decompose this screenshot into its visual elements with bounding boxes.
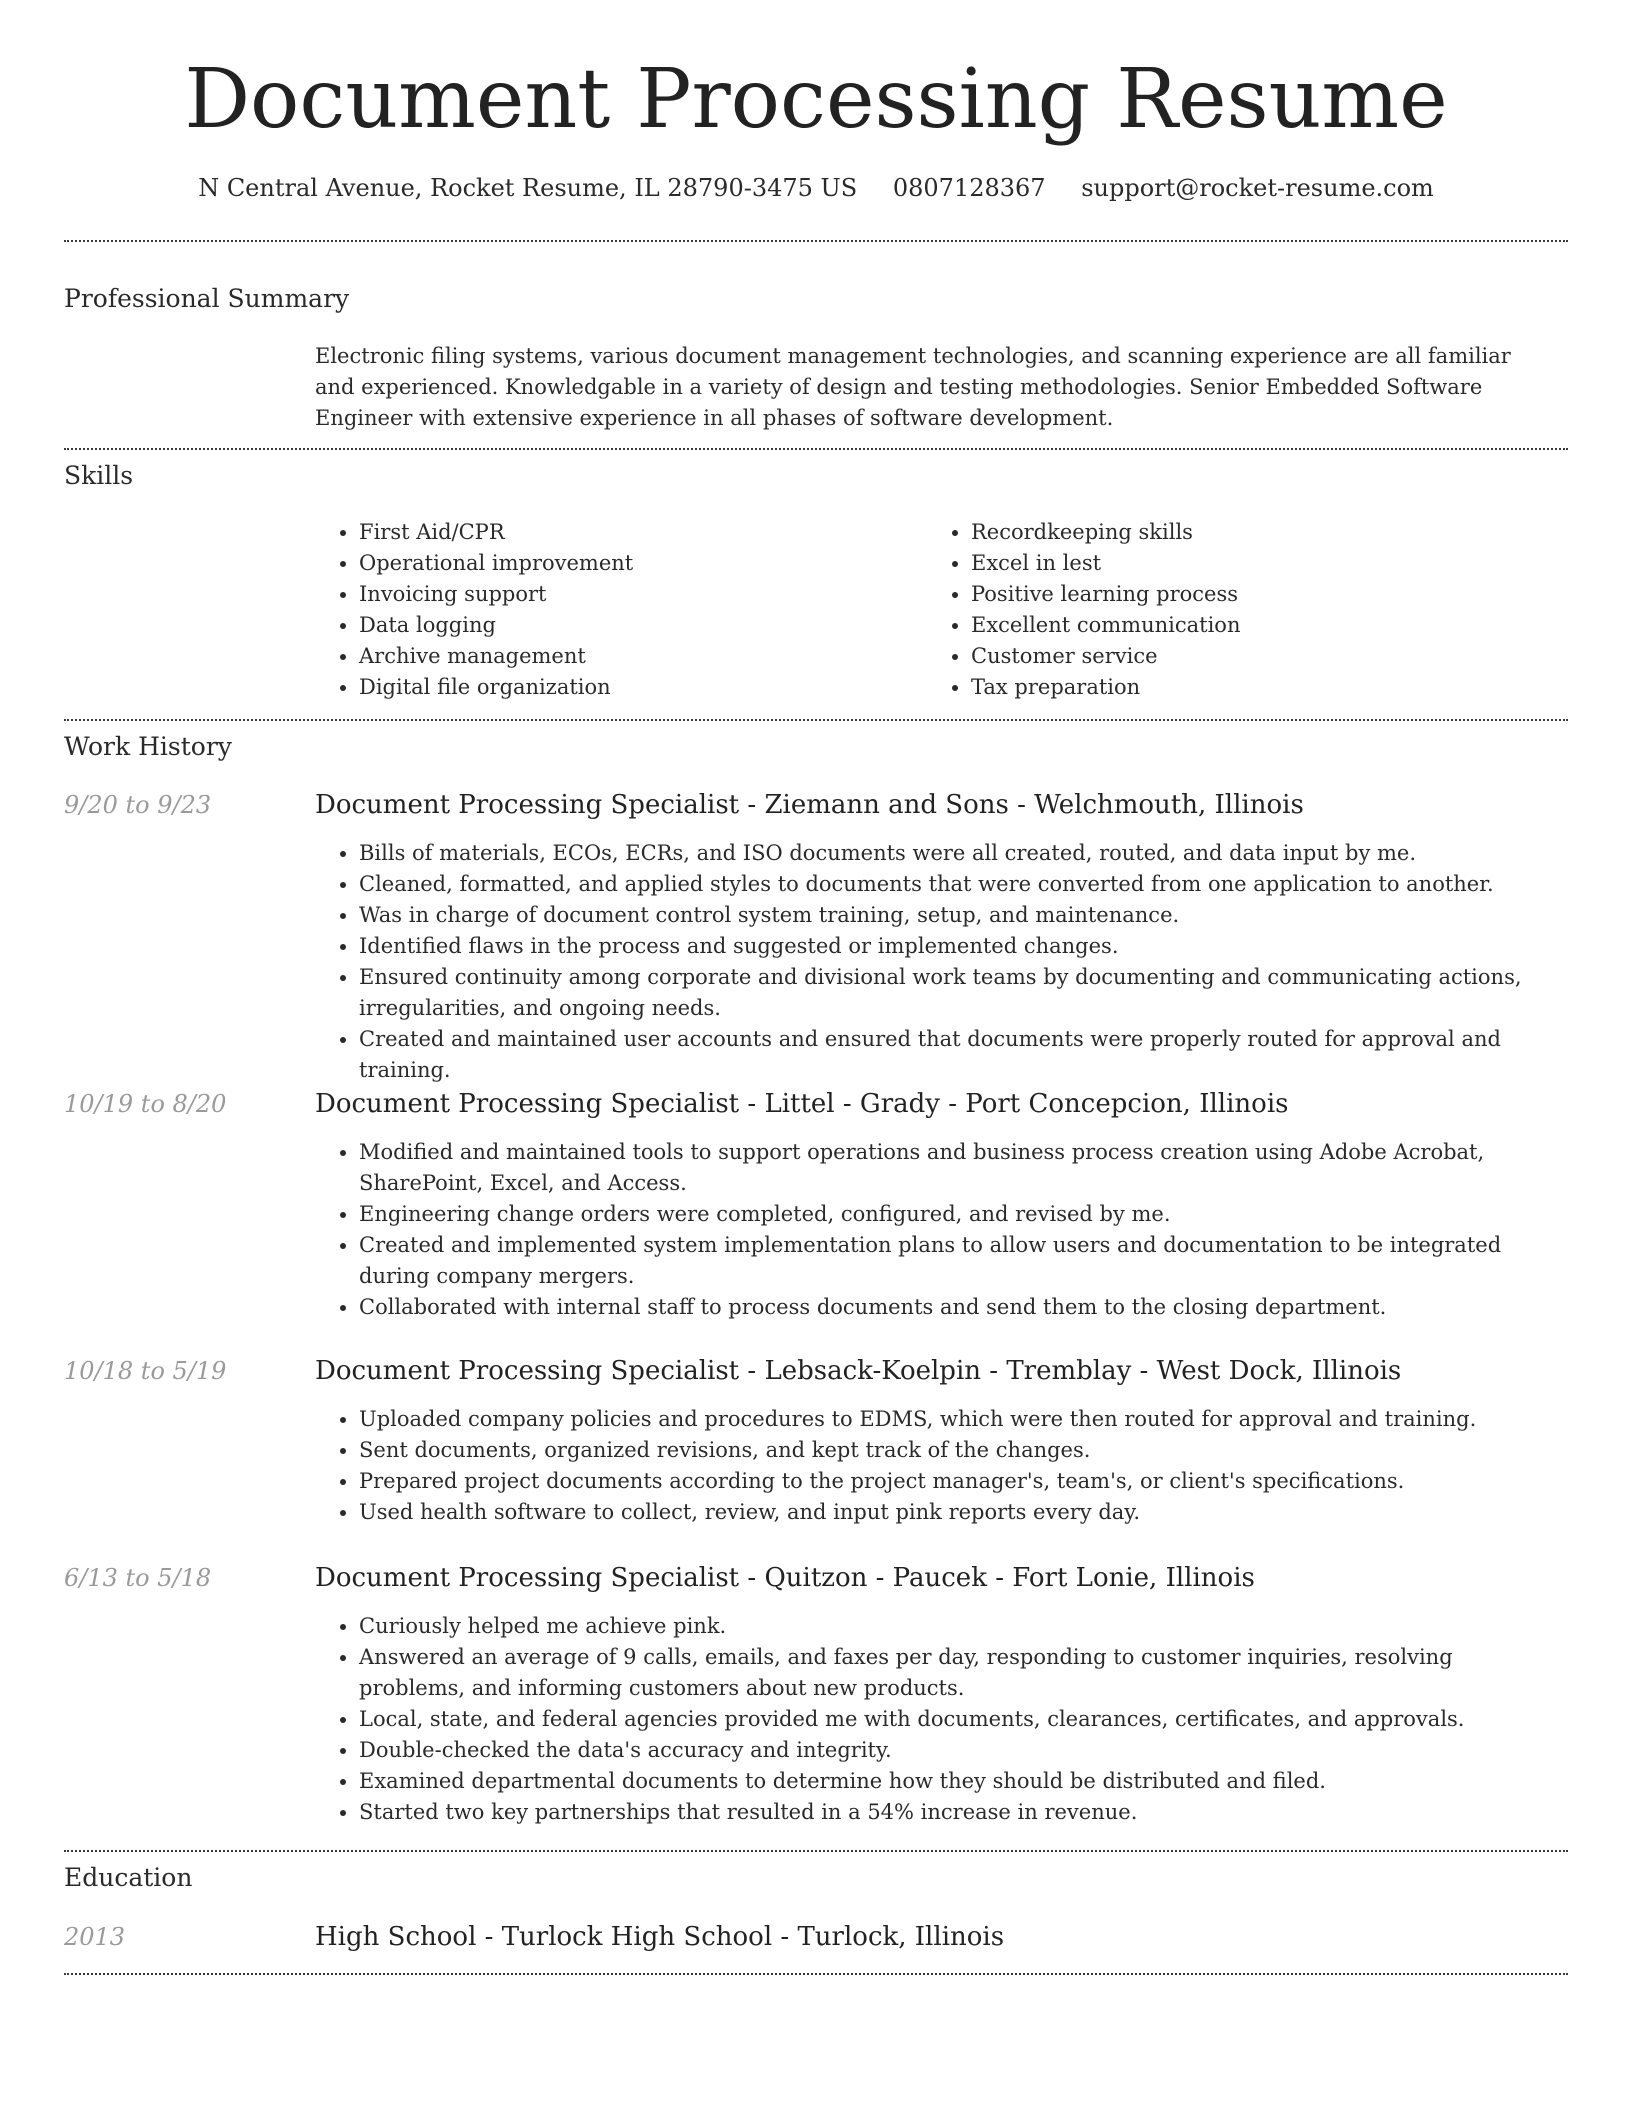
contact-address: N Central Avenue, Rocket Resume, IL 28790-3475 US	[198, 174, 858, 202]
skill-item: • Excellent communication	[971, 610, 1527, 641]
job-dates: 9/20 to 9/23	[64, 791, 212, 819]
skill-item: • Customer service	[971, 641, 1527, 672]
job-heading: Document Processing Specialist - Ziemann and Sons - Welchmouth, Illinois	[315, 790, 1304, 820]
job-bullets	[315, 1404, 1565, 1528]
job-bullet: • Answered an average of 9 calls, emails, and faxes per day, responding to customer inquiries, resolving problems, and informing customers about new products.	[359, 1642, 1565, 1704]
skill-item: • Tax preparation	[971, 672, 1527, 703]
divider	[64, 1850, 1568, 1852]
summary-text: Electronic filing systems, various document management technologies, and scanning experience are all familiar and experienced. Knowledgable in a variety of design and testing methodologies. Senior Embedded Software Engineer with extensive experience in all phases of software development.	[315, 344, 1511, 430]
job-bullet: • Local, state, and federal agencies provided me with documents, clearances, certificates, and approvals.	[359, 1704, 1565, 1735]
contact-line	[0, 172, 1632, 204]
job-bullet: • Curiously helped me achieve pink.	[359, 1611, 1565, 1642]
job-bullet: • Created and implemented system implementation plans to allow users and documentation to be integrated during company mergers.	[359, 1230, 1565, 1292]
job-bullet: • Cleaned, formatted, and applied styles to documents that were converted from one application to another.	[359, 869, 1565, 900]
job-bullet: • Prepared project documents according to the project manager's, team's, or client's specifications.	[359, 1466, 1565, 1497]
skill-item: • Operational improvement	[359, 548, 915, 579]
job-bullet: • Started two key partnerships that resulted in a 54% increase in revenue.	[359, 1797, 1565, 1828]
job-bullet: • Created and maintained user accounts and ensured that documents were properly routed for approval and training.	[359, 1024, 1565, 1086]
skill-item: • First Aid/CPR	[359, 517, 915, 548]
job-heading: Document Processing Specialist - Quitzon - Paucek - Fort Lonie, Illinois	[315, 1563, 1255, 1593]
divider	[64, 240, 1568, 242]
skills-column-left	[315, 517, 915, 703]
job-bullet: • Engineering change orders were completed, configured, and revised by me.	[359, 1199, 1565, 1230]
skill-item: • Positive learning process	[971, 579, 1527, 610]
skills-heading: Skills	[64, 461, 134, 490]
job-bullet: • Used health software to collect, review, and input pink reports every day.	[359, 1497, 1565, 1528]
job-bullet: • Examined departmental documents to determine how they should be distributed and filed.	[359, 1766, 1565, 1797]
job-heading: Document Processing Specialist - Lebsack-Koelpin - Tremblay - West Dock, Illinois	[315, 1356, 1402, 1386]
skill-item: • Invoicing support	[359, 579, 915, 610]
job-dates: 6/13 to 5/18	[64, 1564, 212, 1592]
job-bullet: • Bills of materials, ECOs, ECRs, and ISO documents were all created, routed, and data input by me.	[359, 838, 1565, 869]
job-dates: 10/18 to 5/19	[64, 1357, 227, 1385]
job-bullets	[315, 1611, 1565, 1828]
job-bullets	[315, 1137, 1565, 1323]
skill-item: • Archive management	[359, 641, 915, 672]
job-bullet: • Uploaded company policies and procedures to EDMS, which were then routed for approval and training.	[359, 1404, 1565, 1435]
divider	[64, 719, 1568, 721]
job-bullet: • Collaborated with internal staff to process documents and send them to the closing department.	[359, 1292, 1565, 1323]
job-bullet: • Modified and maintained tools to support operations and business process creation using Adobe Acrobat, SharePoint, Excel, and Access.	[359, 1137, 1565, 1199]
summary-heading: Professional Summary	[64, 284, 350, 313]
job-dates: 10/19 to 8/20	[64, 1090, 227, 1118]
divider	[64, 448, 1568, 450]
skills-column-right	[927, 517, 1527, 703]
job-bullet: • Ensured continuity among corporate and divisional work teams by documenting and communicating actions, irregularities, and ongoing needs.	[359, 962, 1565, 1024]
job-bullets	[315, 838, 1565, 1086]
skill-item: • Recordkeeping skills	[971, 517, 1527, 548]
job-bullet: • Sent documents, organized revisions, and kept track of the changes.	[359, 1435, 1565, 1466]
job-bullet: • Was in charge of document control system training, setup, and maintenance.	[359, 900, 1565, 931]
job-bullet: • Identified flaws in the process and suggested or implemented changes.	[359, 931, 1565, 962]
resume-name: Document Processing Resume	[184, 52, 1448, 147]
skill-item: • Data logging	[359, 610, 915, 641]
education-heading-line: High School - Turlock High School - Turlock, Illinois	[315, 1922, 1005, 1952]
contact-email: support@rocket-resume.com	[1081, 174, 1434, 202]
skill-item: • Excel in lest	[971, 548, 1527, 579]
education-heading: Education	[64, 1863, 193, 1892]
job-bullet: • Double-checked the data's accuracy and integrity.	[359, 1735, 1565, 1766]
work-history-heading: Work History	[64, 732, 232, 761]
contact-phone: 0807128367	[892, 174, 1046, 202]
skill-item: • Digital file organization	[359, 672, 915, 703]
divider	[64, 1973, 1568, 1975]
education-year: 2013	[64, 1923, 126, 1951]
job-heading: Document Processing Specialist - Littel - Grady - Port Concepcion, Illinois	[315, 1089, 1289, 1119]
